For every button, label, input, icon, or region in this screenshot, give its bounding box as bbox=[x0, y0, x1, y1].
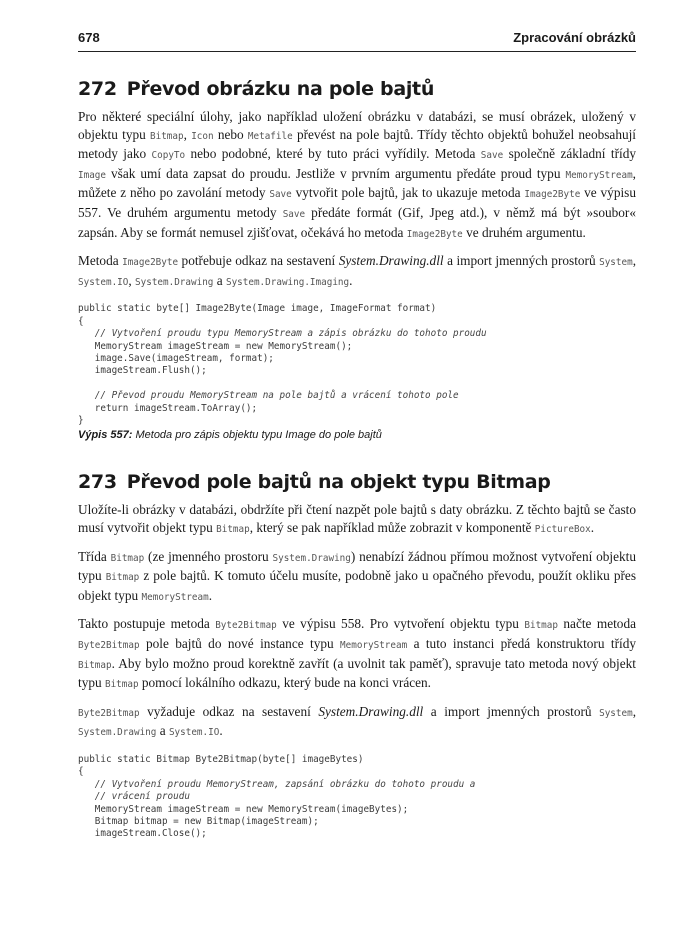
inline-code: CopyTo bbox=[151, 150, 186, 162]
inline-code: System bbox=[599, 257, 633, 269]
section-number: 273 bbox=[78, 471, 117, 494]
assembly-name: System.Drawing.dll bbox=[318, 703, 424, 719]
inline-code: System.Drawing bbox=[272, 552, 351, 564]
caption-label: Výpis 557: bbox=[78, 429, 133, 442]
inline-code: Byte2Bitmap bbox=[215, 620, 277, 632]
paragraph: Takto postupuje metoda Byte2Bitmap ve výpisu 558. Pro vytvoření objektu typu Bitmap načte metoda Byte2Bitmap pole bajtů do nové instance typu MemoryStream a tuto instanci předá konstruktoru třídy Bitmap. Aby bylo možno proud korektně zavřít (a uvolnit tak paměť), spravuje tato metoda nový objekt typu Bitmap pomocí lokálního odkazu, který bude na konci vrácen. bbox=[78, 616, 636, 691]
inline-code: Metafile bbox=[247, 130, 293, 142]
running-header bbox=[78, 30, 636, 52]
inline-code: System.Drawing.Imaging bbox=[225, 276, 350, 288]
inline-code: MemoryStream bbox=[340, 639, 408, 651]
paragraph: Třída Bitmap (ze jmenného prostoru System.Drawing) nenabízí žádnou přímou možnost vytvoření objektu typu Bitmap z pole bajtů. K tomuto účelu musíte, podobně jako u opačného převodu, použít okliku přes objekt typu MemoryStream. bbox=[78, 548, 636, 603]
listing-caption bbox=[78, 429, 636, 441]
code-listing-558: public static Bitmap Byte2Bitmap(byte[] imageBytes) { // Vytvoření proudu MemoryStream, zapsání obrázku do tohoto proudu a // vrácení proudu MemoryStream imageStream = new MemoryStream(imageBytes); Bitmap bitmap = new Bitmap(imageStream); imageStream.Close(); bbox=[78, 753, 476, 840]
section-heading-273 bbox=[78, 471, 636, 493]
paragraph: Byte2Bitmap vyžaduje odkaz na sestavení System.Drawing.dll a import jmenných prostorů System, System.Drawing a System.IO. bbox=[78, 703, 637, 739]
code-listing-557: public static byte[] Image2Byte(Image image, ImageFormat format) { // Vytvoření proudu typu MemoryStream a zápis obrázku do tohoto proudu MemoryStream imageStream = new MemoryStream(); image.Save(imageStream, format); imageStream.Flush(); // Převod proudu MemoryStream na pole bajtů a vrácení tohoto pole return imageStream.ToArray(); } bbox=[78, 303, 487, 426]
assembly-name: System.Drawing.dll bbox=[338, 253, 444, 269]
inline-code: PictureBox bbox=[534, 524, 591, 535]
inline-code: System.Drawing bbox=[135, 276, 214, 288]
inline-code: System bbox=[599, 707, 633, 719]
section-number: 272 bbox=[78, 78, 117, 100]
inline-code: Byte2Bitmap bbox=[78, 707, 140, 719]
inline-code: Save bbox=[282, 208, 306, 220]
inline-code: Save bbox=[480, 150, 504, 162]
inline-code: Bitmap bbox=[150, 130, 184, 142]
inline-code: Image2Byte bbox=[524, 189, 581, 201]
inline-code: Byte2Bitmap bbox=[78, 639, 140, 651]
page-number: 678 bbox=[78, 30, 100, 45]
inline-code: Bitmap bbox=[524, 620, 558, 632]
paragraph: Uložíte-li obrázky v databázi, obdržíte při čtení nazpět pole bajtů s daty obrázku. Z těchto bajtů se často musí vytvořit objekt typu Bitmap, který se pak například může zobrazit v komponentě PictureBox. bbox=[78, 502, 636, 535]
inline-code: Bitmap bbox=[110, 552, 145, 564]
paragraph: Pro některé speciální úlohy, jako například uložení obrázku v databázi, se musí obrázek, uložený v objektu typu Bitmap, Icon nebo Metafile převést na pole bajtů. Třídy těchto objektů bohužel neobsahují metody jako CopyTo nebo podobné, které by tuto práci vyřídily. Metoda Save společně základní třídy Image však umí data zapsat do proudu. Jestliže v prvním argumentu předáte proud typu MemoryStream, můžete z něho po zavolání metody Save vytvořit pole bajtů, jak to ukazuje metoda Image2Byte ve výpisu 557. Ve druhém argumentu metody Save předáte formát (Gif, Jpeg atd.), v němž má být »soubor« zapsán. Aby se formát nemusel zjišťovat, očekává ho metoda Image2Byte ve druhém argumentu. bbox=[78, 109, 637, 240]
inline-code: Bitmap bbox=[216, 524, 250, 535]
caption-text: Metoda pro zápis objektu typu Image do pole bajtů bbox=[132, 429, 382, 442]
inline-code: Image2Byte bbox=[122, 257, 179, 269]
section-heading-272 bbox=[78, 78, 636, 100]
inline-code: Icon bbox=[191, 130, 214, 142]
book-page bbox=[78, 30, 636, 843]
section-title: Převod obrázku na pole bajtů bbox=[126, 78, 435, 100]
paragraph: Metoda Image2Byte potřebuje odkaz na sestavení System.Drawing.dll a import jmenných prostorů System, System.IO, System.Drawing a System.Drawing.Imaging. bbox=[78, 253, 637, 288]
inline-code: Save bbox=[269, 189, 292, 201]
inline-code: Image bbox=[78, 169, 106, 181]
inline-code: MemoryStream bbox=[565, 169, 633, 181]
inline-code: Image2Byte bbox=[406, 228, 463, 240]
inline-code: MemoryStream bbox=[141, 591, 209, 603]
chapter-title: Zpracování obrázků bbox=[513, 30, 636, 45]
inline-code: Bitmap bbox=[105, 572, 140, 584]
inline-code: System.Drawing bbox=[78, 727, 157, 739]
inline-code: System.IO bbox=[168, 727, 220, 739]
inline-code: Bitmap bbox=[78, 659, 112, 671]
section-title: Převod pole bajtů na objekt typu Bitmap bbox=[126, 471, 551, 494]
inline-code: System.IO bbox=[78, 276, 129, 288]
inline-code: Bitmap bbox=[104, 679, 139, 691]
